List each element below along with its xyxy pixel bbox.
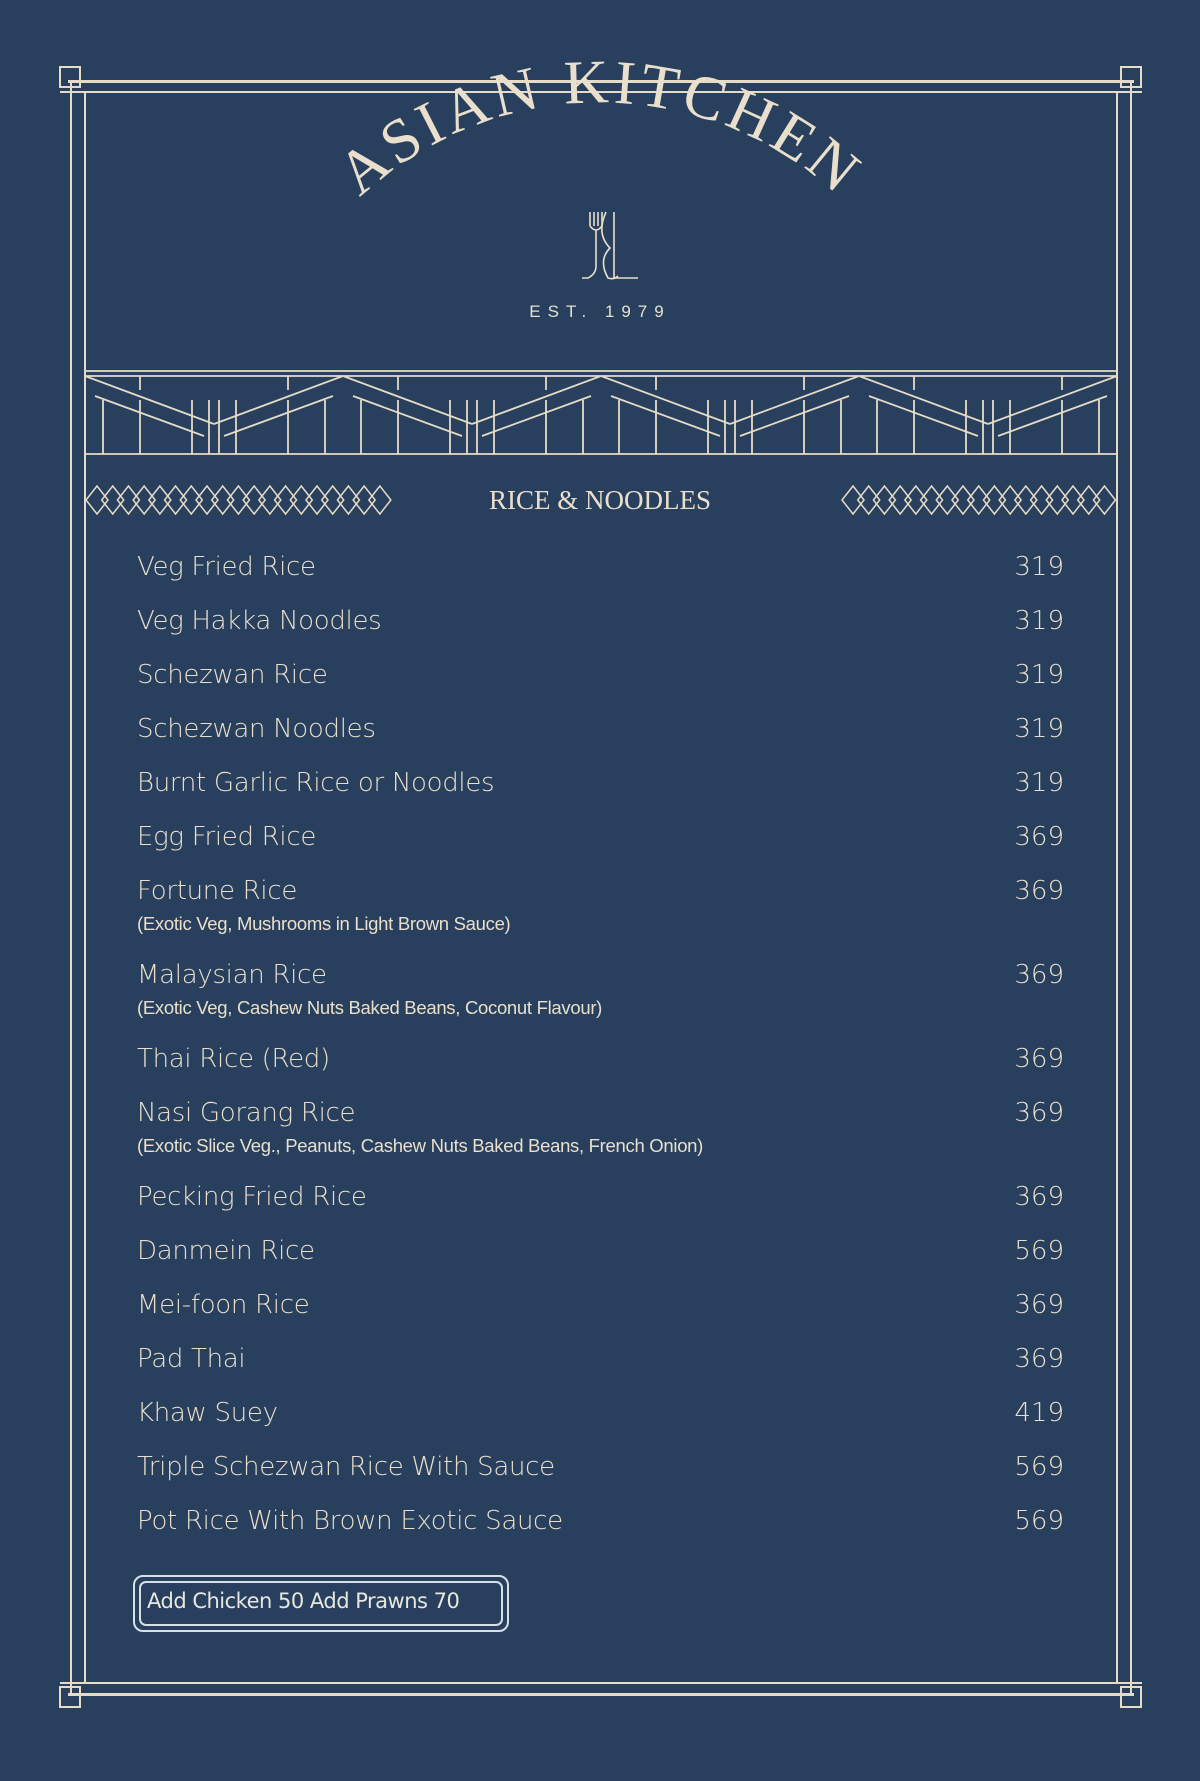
- menu-item-name: Nasi Gorang Rice: [137, 1098, 356, 1128]
- menu-item-price: 369: [1014, 960, 1064, 990]
- brand-title: [325, 48, 875, 208]
- addons-text: Add Chicken 50 Add Prawns 70: [147, 1589, 460, 1613]
- menu-item-price: 369: [1014, 876, 1064, 906]
- brand-title-text: ASIAN KITCHEN: [325, 47, 875, 209]
- menu-item: [137, 822, 1064, 876]
- menu-item: [137, 1290, 1064, 1344]
- menu-item-name: Malaysian Rice: [137, 960, 327, 990]
- section-title: RICE & NOODLES: [489, 485, 711, 515]
- menu-item: [137, 606, 1064, 660]
- menu-item-name: Fortune Rice: [137, 876, 298, 906]
- lattice-chevron: [95, 396, 204, 436]
- menu-item-price: 319: [1014, 768, 1064, 798]
- menu-item: [137, 1236, 1064, 1290]
- menu-item-description: (Exotic Slice Veg., Peanuts, Cashew Nuts Baked Beans, French Onion): [137, 1135, 704, 1156]
- frame-corner-br: [1120, 1686, 1142, 1708]
- menu-item-name: Thai Rice (Red): [137, 1044, 330, 1074]
- menu-item: [137, 1452, 1064, 1506]
- menu-item-price: 369: [1014, 822, 1064, 852]
- lattice-chevron: [353, 396, 462, 436]
- menu-item: [137, 768, 1064, 822]
- frame-bottom-inner: [60, 1682, 1142, 1684]
- menu-item-name: Veg Fried Rice: [137, 552, 316, 582]
- menu-item-name: Pad Thai: [137, 1344, 246, 1374]
- menu-item: [137, 960, 1064, 1044]
- header-decoration: [0, 0, 1200, 560]
- lattice-chevron: [869, 396, 978, 436]
- menu-item-price: 569: [1014, 1452, 1064, 1482]
- menu-list: [137, 552, 1064, 1560]
- menu-item: [137, 1044, 1064, 1098]
- menu-item-price: 419: [1014, 1398, 1064, 1428]
- fork-spoon-knife-icon: [582, 212, 638, 279]
- menu-item: [137, 714, 1064, 768]
- menu-item-name: Schezwan Noodles: [137, 714, 376, 744]
- menu-item-name: Pot Rice With Brown Exotic Sauce: [137, 1506, 563, 1536]
- frame-corner-bl: [59, 1686, 81, 1708]
- menu-item-price: 319: [1014, 552, 1064, 582]
- menu-item-name: Pecking Fried Rice: [137, 1182, 367, 1212]
- menu-item-price: 369: [1014, 1044, 1064, 1074]
- menu-item-name: Triple Schezwan Rice With Sauce: [137, 1452, 555, 1482]
- menu-item: [137, 1344, 1064, 1398]
- menu-item-price: 319: [1014, 660, 1064, 690]
- menu-item: [137, 876, 1064, 960]
- menu-item: [137, 552, 1064, 606]
- menu-item: [137, 1182, 1064, 1236]
- menu-item: [137, 1098, 1064, 1182]
- menu-item-name: Schezwan Rice: [137, 660, 328, 690]
- lattice-chevron: [998, 396, 1107, 436]
- menu-item-name: Danmein Rice: [137, 1236, 315, 1266]
- frame-bottom-outer: [68, 1693, 1134, 1696]
- menu-item-name: Veg Hakka Noodles: [137, 606, 382, 636]
- menu-item-price: 569: [1014, 1506, 1064, 1536]
- menu-item-name: Burnt Garlic Rice or Noodles: [137, 768, 495, 798]
- lattice-chevron: [611, 396, 720, 436]
- menu-item-price: 369: [1014, 1344, 1064, 1374]
- menu-item-description: (Exotic Veg, Mushrooms in Light Brown Sauce): [137, 913, 511, 934]
- established-year: EST. 1979: [529, 302, 671, 321]
- menu-item-price: 319: [1014, 714, 1064, 744]
- lattice-chevron: [482, 396, 591, 436]
- menu-item: [137, 1398, 1064, 1452]
- menu-item: [137, 660, 1064, 714]
- menu-item-description: (Exotic Veg, Cashew Nuts Baked Beans, Coconut Flavour): [137, 997, 603, 1018]
- lattice-chevron: [740, 396, 849, 436]
- lattice-chevron: [224, 396, 333, 436]
- lattice-band: [85, 371, 1117, 454]
- menu-item-price: 369: [1014, 1182, 1064, 1212]
- menu-item-name: Egg Fried Rice: [137, 822, 317, 852]
- menu-item-price: 319: [1014, 606, 1064, 636]
- addons-box: [133, 1575, 509, 1632]
- menu-item-price: 369: [1014, 1290, 1064, 1320]
- menu-item: [137, 1506, 1064, 1560]
- menu-item-name: Mei-foon Rice: [137, 1290, 310, 1320]
- menu-item-price: 369: [1014, 1098, 1064, 1128]
- menu-item-price: 569: [1014, 1236, 1064, 1266]
- menu-item-name: Khaw Suey: [137, 1398, 278, 1428]
